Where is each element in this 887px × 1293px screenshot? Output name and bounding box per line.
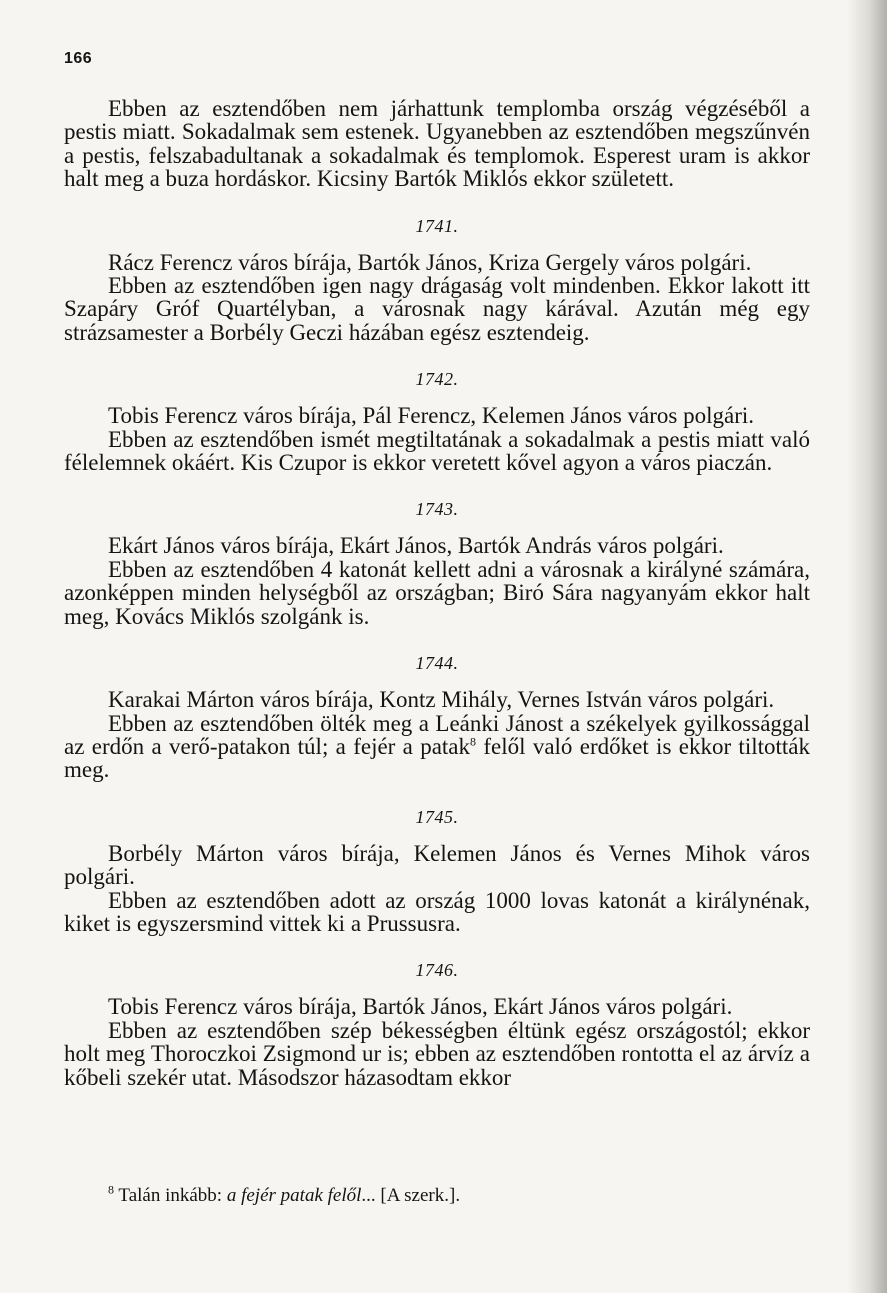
page-content bbox=[64, 97, 810, 1089]
footnote-reference[interactable]: 8 bbox=[470, 734, 477, 749]
officials-paragraph: Borbély Márton város bírája, Kelemen János és Vernes Mihok város polgári. bbox=[64, 840, 810, 890]
footnote-tail: ... [A szerk.]. bbox=[361, 1185, 461, 1206]
chronicle-paragraph: Ebben az esztendőben ismét megtiltatának a sokadalmak a pestis miatt való félelemnek okáért. Kis Czupor is ekkor veretett kővel agyon a város piaczán. bbox=[64, 426, 810, 476]
year-entry-1742 bbox=[64, 368, 810, 474]
year-entry-1745 bbox=[64, 806, 810, 936]
year-entry-1744 bbox=[64, 652, 810, 782]
year-entry-1746 bbox=[64, 959, 810, 1089]
year-heading: 1743. bbox=[415, 499, 459, 520]
chronicle-paragraph: Ebben az esztendőben szép békességben éltünk egész országostól; ekkor holt meg Thoroczkoi Zsigmond ur is; ebben az esztendőben rontotta el az árvíz a kőbeli szekér utat. Másodszor házasodtam ekkor bbox=[64, 1017, 810, 1090]
year-heading: 1741. bbox=[415, 215, 459, 236]
officials-paragraph: Tobis Ferencz város bírája, Pál Ferencz, Kelemen János város polgári. bbox=[108, 403, 755, 429]
chronicle-paragraph bbox=[64, 712, 810, 782]
officials-paragraph: Tobis Ferencz város bírája, Bartók János, Ekárt János város polgári. bbox=[108, 994, 733, 1020]
chronicle-paragraph: Ebben az esztendőben adott az ország 1000 lovas katonát a királynénak, kiket is egyszersmind vittek ki a Prussusra. bbox=[64, 887, 810, 936]
year-heading: 1745. bbox=[415, 806, 459, 827]
footnote-lead: Talán inkább: bbox=[118, 1185, 227, 1206]
intro-paragraph: Ebben az esztendőben nem járhattunk templomba ország végzéséből a pestis miatt. Sokadalmak sem estenek. Ugyanebben az esztendőben megszűnvén a pestis, felszabadultanak a sokadalmak és templomok. Esperest uram is akkor halt meg a buza hordáskor. Kicsiny Bartók Miklós ekkor született. bbox=[64, 96, 810, 192]
year-entry-1743 bbox=[64, 498, 810, 628]
chronicle-text-part: felől való erdőket is ekkor tiltották meg. bbox=[64, 733, 810, 783]
footnote-italic-phrase: a fejér patak felől bbox=[226, 1185, 362, 1206]
footnote bbox=[108, 1182, 461, 1207]
chronicle-text-part: Ebben az esztendőben ölték meg a Leánki Jánost a székelyek gyilkossággal az erdőn a verő-patakon túl; a fejér a patak bbox=[64, 710, 810, 759]
year-heading: 1744. bbox=[415, 653, 459, 674]
officials-paragraph: Karakai Márton város bírája, Kontz Mihály, Vernes István város polgári. bbox=[108, 687, 775, 713]
chronicle-paragraph: Ebben az esztendőben 4 katonát kellett adni a városnak a királyné számára, azonképpen minden helységből az országban; Biró Sára nagyanyám ekkor halt meg, Kovács Miklós szolgánk is. bbox=[64, 556, 810, 629]
officials-paragraph: Rácz Ferencz város bírája, Bartók János, Kriza Gergely város polgári. bbox=[108, 249, 752, 275]
year-heading: 1746. bbox=[415, 960, 459, 981]
officials-paragraph: Ekárt János város bírája, Ekárt János, Bartók András város polgári. bbox=[108, 533, 724, 559]
page-number: 166 bbox=[64, 50, 93, 67]
page-edge-shadow bbox=[847, 0, 887, 1293]
chronicle-paragraph: Ebben az esztendőben igen nagy drágaság volt mindenben. Ekkor lakott itt Szapáry Gróf Quartélyban, a városnak nagy kárával. Azután még egy strázsamester a Borbély Geczi házában egész esztendeig. bbox=[64, 273, 810, 345]
year-heading: 1742. bbox=[415, 369, 459, 390]
year-entry-1741 bbox=[64, 215, 810, 345]
footnote-mark: 8 bbox=[108, 1182, 114, 1197]
